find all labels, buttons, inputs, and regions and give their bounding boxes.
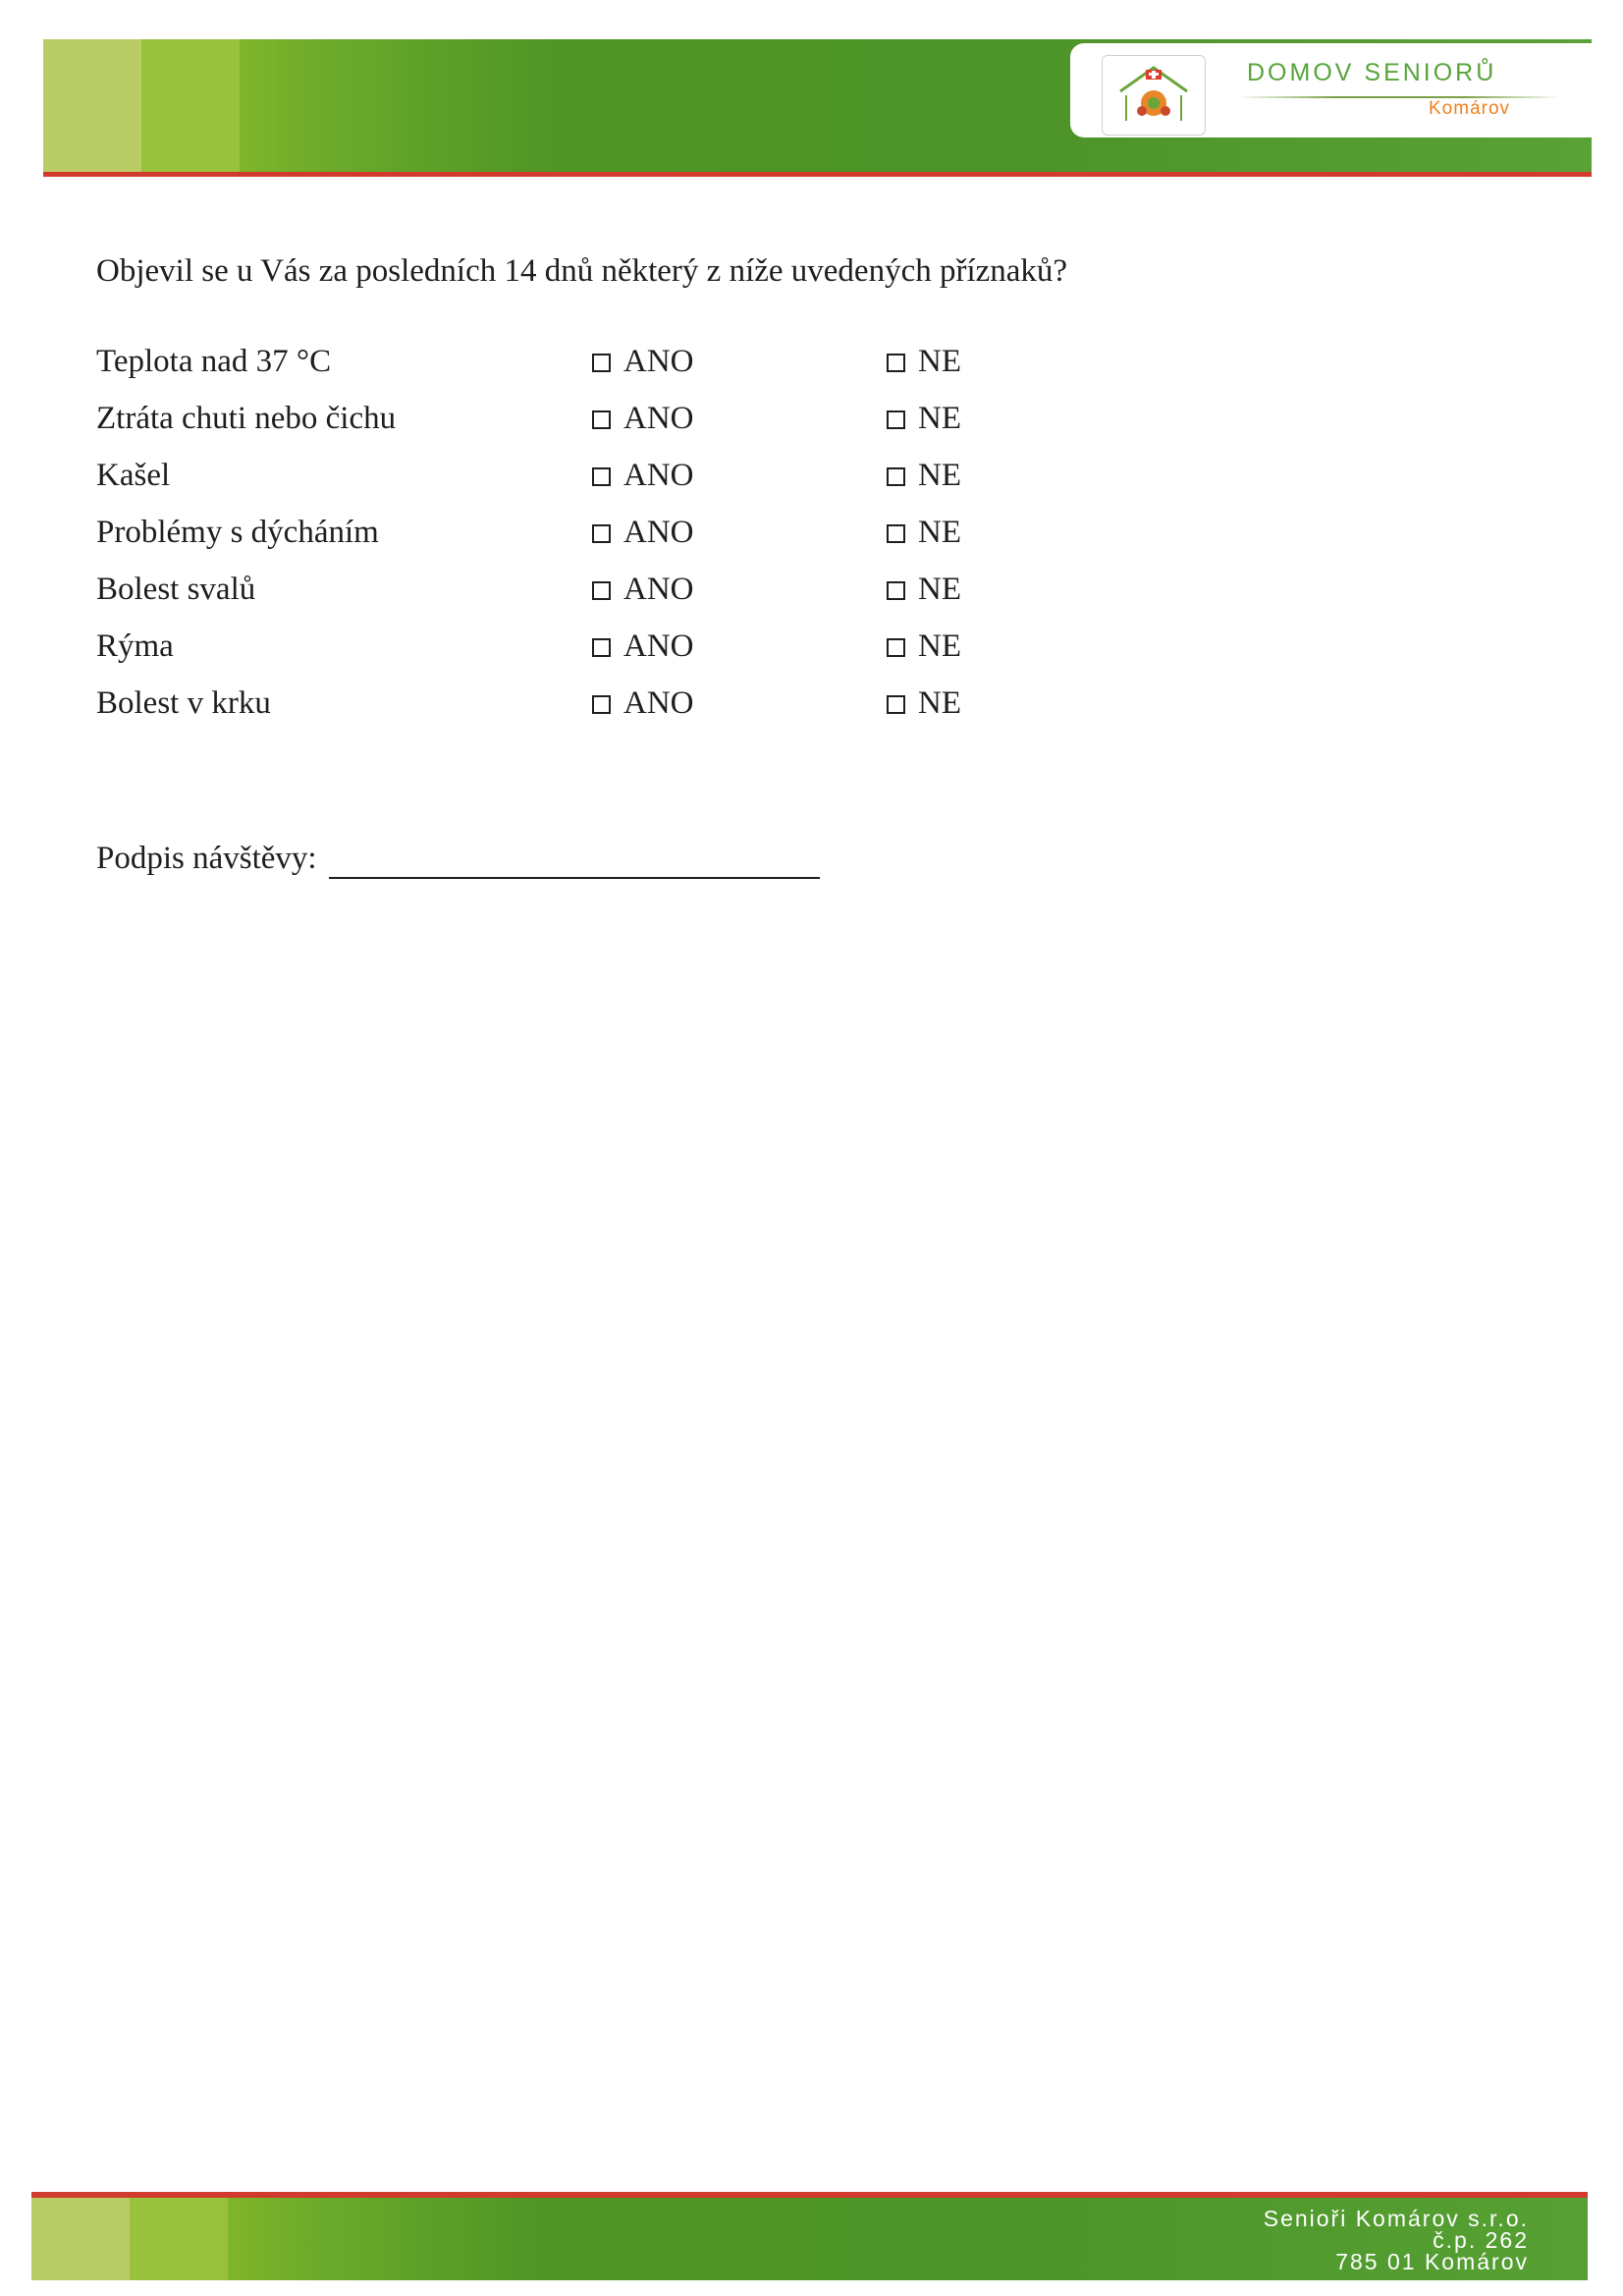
checkbox-no[interactable] [887, 410, 905, 429]
option-yes[interactable] [592, 515, 694, 551]
checkbox-no[interactable] [887, 581, 905, 600]
option-yes-label: ANO [623, 344, 694, 379]
symptom-label: Bolest v krku [96, 685, 271, 721]
signature-label: Podpis návštěvy: [96, 841, 317, 876]
symptom-label: Rýma [96, 629, 174, 664]
checkbox-yes[interactable] [592, 524, 611, 543]
symptom-label: Ztráta chuti nebo čichu [96, 401, 397, 436]
option-no-label: NE [918, 458, 961, 493]
footer-postal-address: 785 01 Komárov [1335, 2249, 1529, 2274]
checkbox-yes[interactable] [592, 467, 611, 486]
logo-title: DOMOV SENIORŮ [1247, 59, 1497, 86]
option-yes-label: ANO [623, 685, 694, 721]
checkbox-no[interactable] [887, 467, 905, 486]
option-no-label: NE [918, 401, 961, 436]
symptom-label: Bolest svalů [96, 572, 256, 607]
option-yes-label: ANO [623, 458, 694, 493]
option-no[interactable] [887, 515, 961, 551]
option-yes[interactable] [592, 401, 694, 437]
option-no-label: NE [918, 344, 961, 379]
option-yes-label: ANO [623, 515, 694, 550]
option-yes-label: ANO [623, 401, 694, 436]
option-no[interactable] [887, 401, 961, 437]
symptom-label: Problémy s dýcháním [96, 515, 379, 550]
option-yes[interactable] [592, 344, 694, 380]
option-no-label: NE [918, 515, 961, 550]
symptom-row [96, 344, 1078, 393]
symptom-label: Kašel [96, 458, 171, 493]
option-no[interactable] [887, 572, 961, 608]
symptom-row [96, 629, 1078, 678]
checkbox-yes[interactable] [592, 695, 611, 714]
house-icon [1116, 62, 1191, 127]
option-no-label: NE [918, 572, 961, 607]
symptom-row [96, 515, 1078, 564]
logo-emblem [1102, 55, 1206, 136]
symptom-label: Teplota nad 37 °C [96, 344, 332, 379]
symptom-row [96, 685, 1078, 735]
footer-address [1264, 2208, 1529, 2272]
checkbox-no[interactable] [887, 354, 905, 372]
option-no[interactable] [887, 458, 961, 494]
checkbox-yes[interactable] [592, 581, 611, 600]
footer-company: Senioři Komárov s.r.o. [1263, 2206, 1529, 2231]
option-no-label: NE [918, 685, 961, 721]
option-no-label: NE [918, 629, 961, 664]
option-yes-label: ANO [623, 572, 694, 607]
footer-house-number: č.p. 262 [1433, 2227, 1529, 2253]
logo-underline [1237, 96, 1561, 98]
option-no[interactable] [887, 344, 961, 380]
option-no[interactable] [887, 685, 961, 722]
option-no[interactable] [887, 629, 961, 665]
footer-band [31, 2198, 1588, 2280]
logo [1070, 43, 1592, 137]
checkbox-no[interactable] [887, 695, 905, 714]
option-yes-label: ANO [623, 629, 694, 664]
symptom-row [96, 458, 1078, 507]
signature-line[interactable] [329, 877, 820, 879]
form-question: Objevil se u Vás za posledních 14 dnů některý z níže uvedených příznaků? [96, 253, 1068, 289]
checkbox-no[interactable] [887, 638, 905, 657]
checkbox-no[interactable] [887, 524, 905, 543]
checkbox-yes[interactable] [592, 354, 611, 372]
logo-subtitle: Komárov [1429, 98, 1511, 119]
header-divider [43, 172, 1592, 177]
option-yes[interactable] [592, 572, 694, 608]
symptom-row [96, 572, 1078, 621]
checkbox-yes[interactable] [592, 410, 611, 429]
option-yes[interactable] [592, 685, 694, 722]
symptom-row [96, 401, 1078, 450]
option-yes[interactable] [592, 458, 694, 494]
checkbox-yes[interactable] [592, 638, 611, 657]
option-yes[interactable] [592, 629, 694, 665]
